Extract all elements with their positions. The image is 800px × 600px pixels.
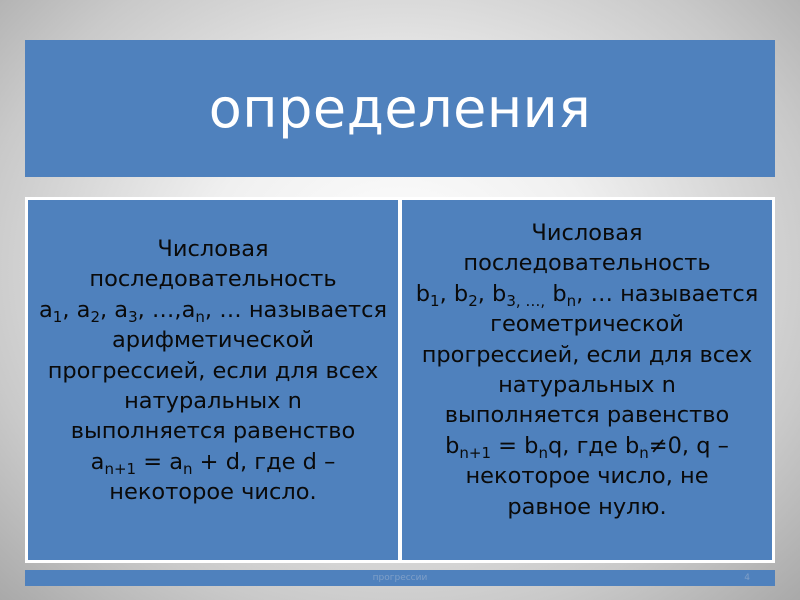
arithmetic-line-9: некоторое число. xyxy=(109,479,317,506)
footer-bar xyxy=(25,570,775,586)
geometric-line-9: некоторое число, не xyxy=(465,463,709,490)
arithmetic-line-2: последовательность xyxy=(89,266,337,293)
arithmetic-line-5: прогрессией, если для всех xyxy=(47,357,379,384)
geometric-line-6: натуральных n xyxy=(498,372,676,399)
geometric-definition-cell xyxy=(402,200,772,560)
geometric-line-4: геометрической xyxy=(490,311,684,338)
arithmetic-line-1: Числовая xyxy=(157,236,269,262)
arithmetic-line-4: арифметической xyxy=(112,327,314,354)
arithmetic-formula-line: $a_{n+1} = a_n + d$, где d – xyxy=(90,448,336,478)
geometric-formula-line: $b_{n+1} = b_nq$, где $b_n\ne 0$, q – xyxy=(445,432,729,462)
arithmetic-definition-cell xyxy=(28,200,398,560)
title-banner xyxy=(25,40,775,177)
geometric-line-10: равное нулю. xyxy=(507,493,667,520)
geometric-line-1: Числовая xyxy=(531,220,643,246)
geometric-line-5: прогрессией, если для всех xyxy=(421,341,753,368)
slide-title: определения xyxy=(208,77,592,140)
geometric-line-2: последовательность xyxy=(463,250,711,277)
arithmetic-line-6: натуральных n xyxy=(124,388,302,415)
geometric-sequence-line: $b_1$, $b_2$, $b_{3, \dots,}$ $b_n$, … называется xyxy=(415,280,759,310)
geometric-line-7: выполняется равенство xyxy=(444,402,730,429)
arithmetic-line-7: выполняется равенство xyxy=(70,418,356,445)
footer-text: прогрессии xyxy=(372,573,428,583)
definitions-table xyxy=(25,197,775,563)
arithmetic-sequence-line: $a_1$, $a_2$, $a_3$, $\dots,a_n$, … называется xyxy=(39,296,387,326)
slide-number: 4 xyxy=(744,573,750,583)
